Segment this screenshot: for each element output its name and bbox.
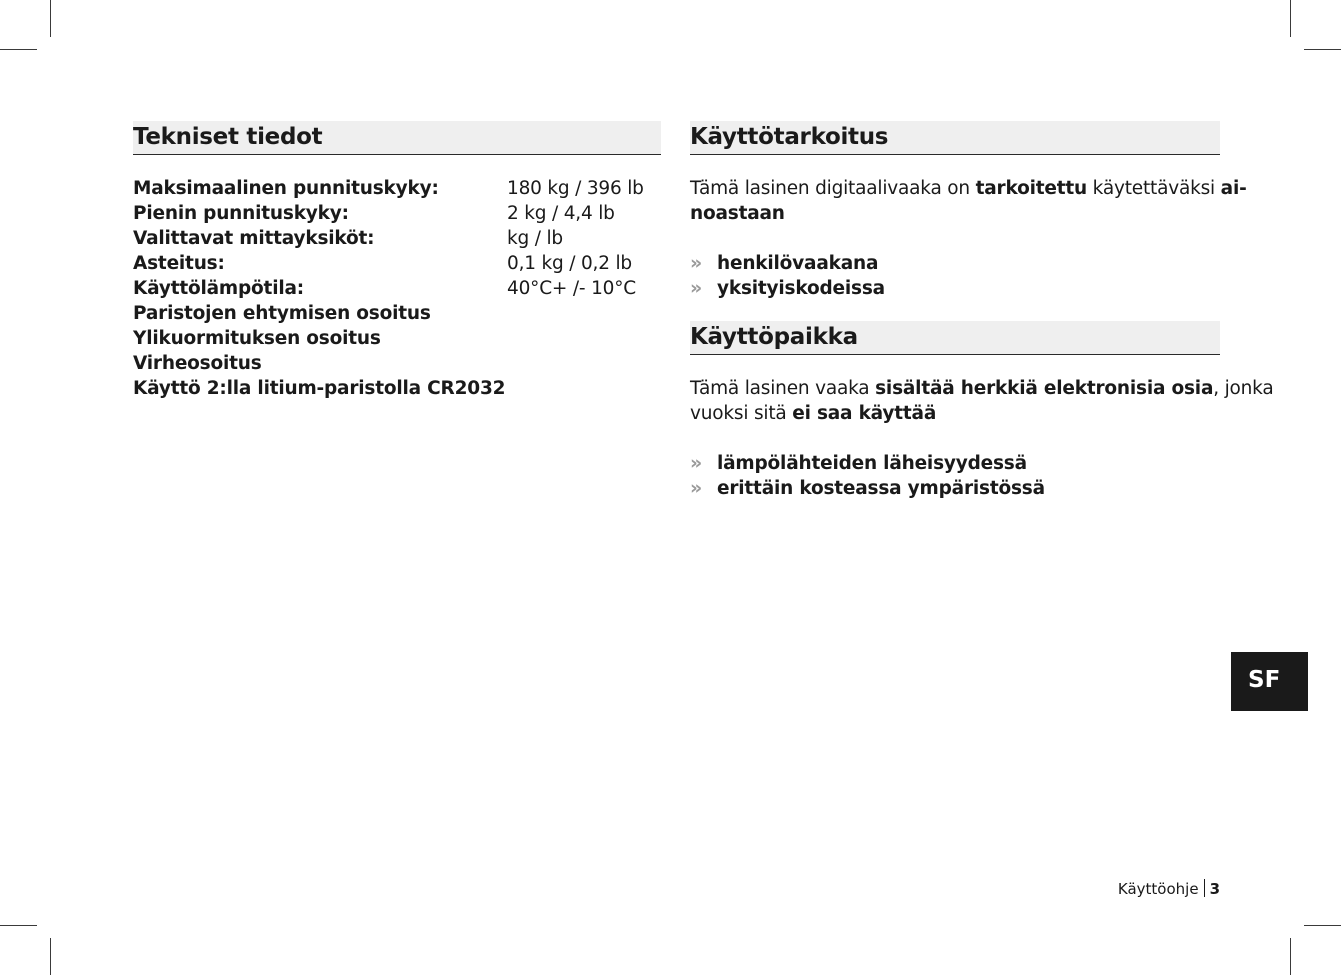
spec-label: Pienin punnituskyky: <box>133 203 349 224</box>
page-number: 3 <box>1209 880 1220 898</box>
text-run: Tämä lasinen digitaalivaaka on <box>690 178 976 199</box>
crop-mark <box>1304 49 1341 50</box>
location-heading <box>690 321 1220 355</box>
crop-mark <box>1290 938 1291 975</box>
spec-label: Maksimaalinen punnituskyky: <box>133 178 439 199</box>
spec-value: 0,1 kg / 0,2 lb <box>507 253 632 274</box>
list-item-text: erittäin kosteassa ympäristössä <box>717 478 1045 499</box>
emphasis: tarkoitettu <box>975 178 1087 199</box>
paragraph-line <box>690 176 1247 201</box>
list-item-text: lämpölähteiden läheisyydessä <box>717 453 1027 474</box>
page-footer <box>1118 879 1220 898</box>
list-item-text: yksityiskodeissa <box>717 278 885 299</box>
text-run: , jonka <box>1213 378 1274 399</box>
text-run: Tämä lasinen vaaka <box>690 378 876 399</box>
spec-value: kg / lb <box>507 228 563 249</box>
spec-label: Asteitus: <box>133 253 225 274</box>
purpose-heading <box>690 121 1220 155</box>
spec-label: Virheosoitus <box>133 353 262 374</box>
language-code: SF <box>1248 667 1281 693</box>
list-item-text: henkilövaakana <box>717 253 879 274</box>
crop-mark <box>50 0 51 37</box>
list-item <box>690 276 885 301</box>
crop-mark <box>1304 925 1341 926</box>
footer-label: Käyttöohje <box>1117 880 1199 898</box>
paragraph-line <box>690 201 1220 226</box>
spec-value: 40°C+ /- 10°C <box>507 278 636 299</box>
emphasis: noastaan <box>690 203 785 224</box>
spec-value: 2 kg / 4,4 lb <box>507 203 615 224</box>
text-run: käytettäväksi <box>1086 178 1221 199</box>
list-item <box>690 476 1045 501</box>
spec-label: Paristojen ehtymisen osoitus <box>133 303 431 324</box>
crop-mark <box>1290 0 1291 37</box>
location-title: Käyttöpaikka <box>690 324 858 350</box>
paragraph-line <box>690 401 1220 426</box>
emphasis: sisältää herkkiä elektronisia osia <box>875 378 1214 399</box>
chevron-bullet-icon: » <box>690 252 703 274</box>
spec-label: Valittavat mittayksiköt: <box>133 228 375 249</box>
purpose-title: Käyttötarkoitus <box>690 124 889 150</box>
spec-label: Käyttölämpötila: <box>133 278 304 299</box>
chevron-bullet-icon: » <box>690 477 703 499</box>
purpose-paragraph <box>690 176 1247 226</box>
emphasis: ai- <box>1220 178 1247 199</box>
language-tab <box>1231 652 1308 711</box>
text-run: vuoksi sitä <box>690 403 793 424</box>
footer-divider <box>1204 879 1205 897</box>
list-item <box>690 251 878 276</box>
specs-heading <box>133 121 661 155</box>
chevron-bullet-icon: » <box>690 452 703 474</box>
crop-mark <box>50 938 51 975</box>
paragraph-line <box>690 376 1274 401</box>
list-item <box>690 451 1027 476</box>
spec-label: Käyttö 2:lla litium-paristolla CR2032 <box>133 378 506 399</box>
location-paragraph <box>690 376 1274 426</box>
crop-mark <box>0 925 37 926</box>
spec-value: 180 kg / 396 lb <box>507 178 644 199</box>
specs-title: Tekniset tiedot <box>133 124 323 150</box>
spec-label: Ylikuormituksen osoitus <box>133 328 381 349</box>
emphasis: ei saa käyttää <box>792 403 937 424</box>
crop-mark <box>0 49 37 50</box>
chevron-bullet-icon: » <box>690 277 703 299</box>
